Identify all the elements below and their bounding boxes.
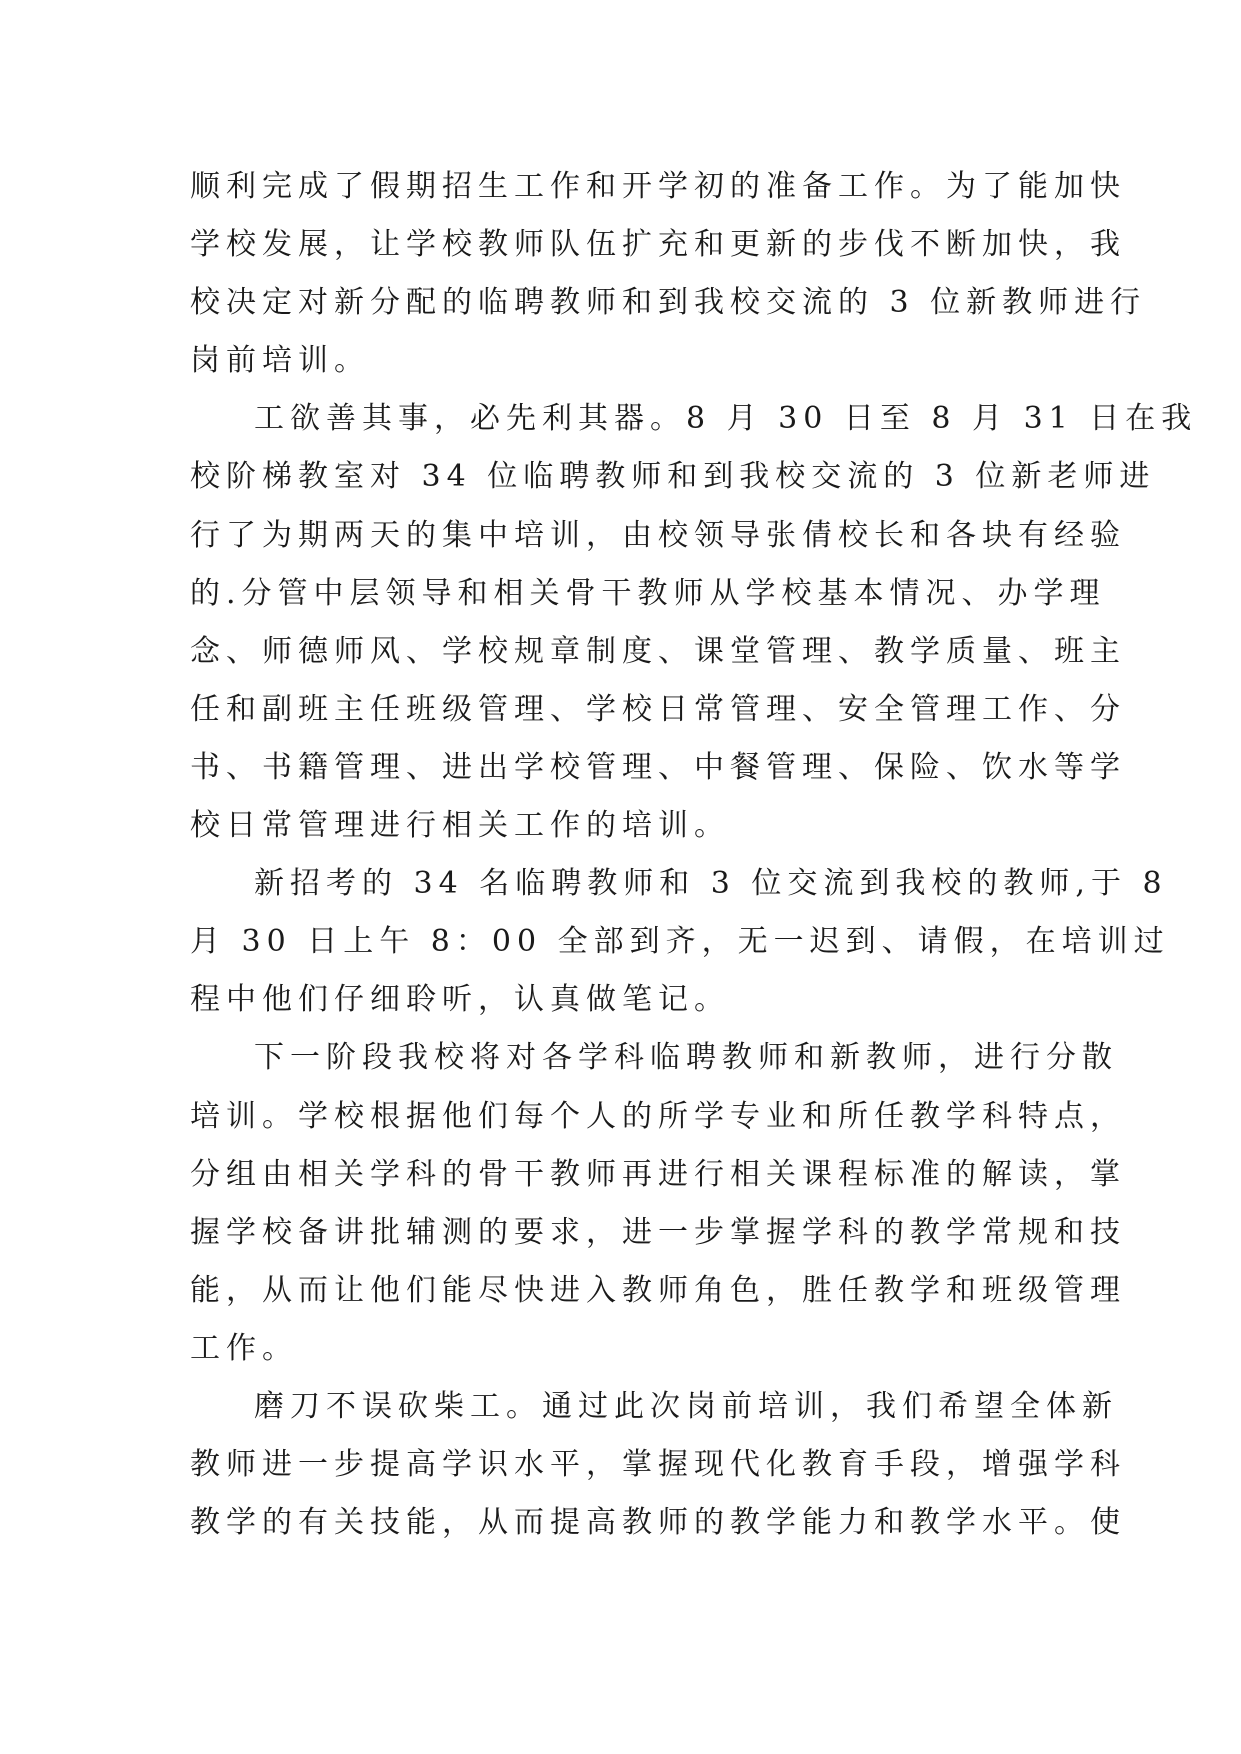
text-line: 教学的有关技能，从而提高教师的教学能力和教学水平。使 (190, 1505, 1126, 1541)
text-line: 校阶梯教室对 34 位临聘教师和到我校交流的 3 位新老师进 (190, 459, 1156, 495)
text-line: 校日常管理进行相关工作的培训。 (190, 808, 730, 844)
text-line: 培训。学校根据他们每个人的所学专业和所任教学科特点， (190, 1098, 1126, 1134)
text-line: 分组由相关学科的骨干教师再进行相关课程标准的解读，掌 (190, 1156, 1126, 1192)
paragraph-first-line: 下一阶段我校将对各学科临聘教师和新教师，进行分散 (254, 1040, 1118, 1076)
text-line: 工作。 (190, 1330, 298, 1366)
text-line: 校决定对新分配的临聘教师和到我校交流的 3 位新教师进行 (190, 285, 1147, 321)
paragraph-first-line: 工欲善其事，必先利其器。8 月 30 日至 8 月 31 日在我 (254, 401, 1198, 437)
text-line: 学校发展，让学校教师队伍扩充和更新的步伐不断加快，我 (190, 227, 1126, 263)
text-line: 程中他们仔细聆听，认真做笔记。 (190, 982, 730, 1018)
text-line: 月 30 日上午 8：00 全部到齐，无一迟到、请假，在培训过 (190, 924, 1170, 960)
text-line: 握学校备讲批辅测的要求，进一步掌握学科的教学常规和技 (190, 1214, 1126, 1250)
text-line: 岗前培训。 (190, 343, 370, 379)
text-line: 念、师德师风、学校规章制度、课堂管理、教学质量、班主 (190, 633, 1126, 669)
document-body (190, 158, 1198, 1552)
text-line: 书、书籍管理、进出学校管理、中餐管理、保险、饮水等学 (190, 749, 1126, 785)
text-line: 教师进一步提高学识水平，掌握现代化教育手段，增强学科 (190, 1447, 1126, 1483)
text-line: 任和副班主任班级管理、学校日常管理、安全管理工作、分 (190, 691, 1126, 727)
paragraph-first-line: 新招考的 34 名临聘教师和 3 位交流到我校的教师,于 8 (254, 866, 1168, 902)
paragraph-first-line: 磨刀不误砍柴工。通过此次岗前培训，我们希望全体新 (254, 1388, 1118, 1424)
text-line: 能，从而让他们能尽快进入教师角色，胜任教学和班级管理 (190, 1272, 1126, 1308)
text-line: 行了为期两天的集中培训，由校领导张倩校长和各块有经验 (190, 517, 1126, 553)
text-line: 顺利完成了假期招生工作和开学初的准备工作。为了能加快 (190, 169, 1126, 204)
text-line: 的.分管中层领导和相关骨干教师从学校基本情况、办学理 (190, 575, 1106, 611)
